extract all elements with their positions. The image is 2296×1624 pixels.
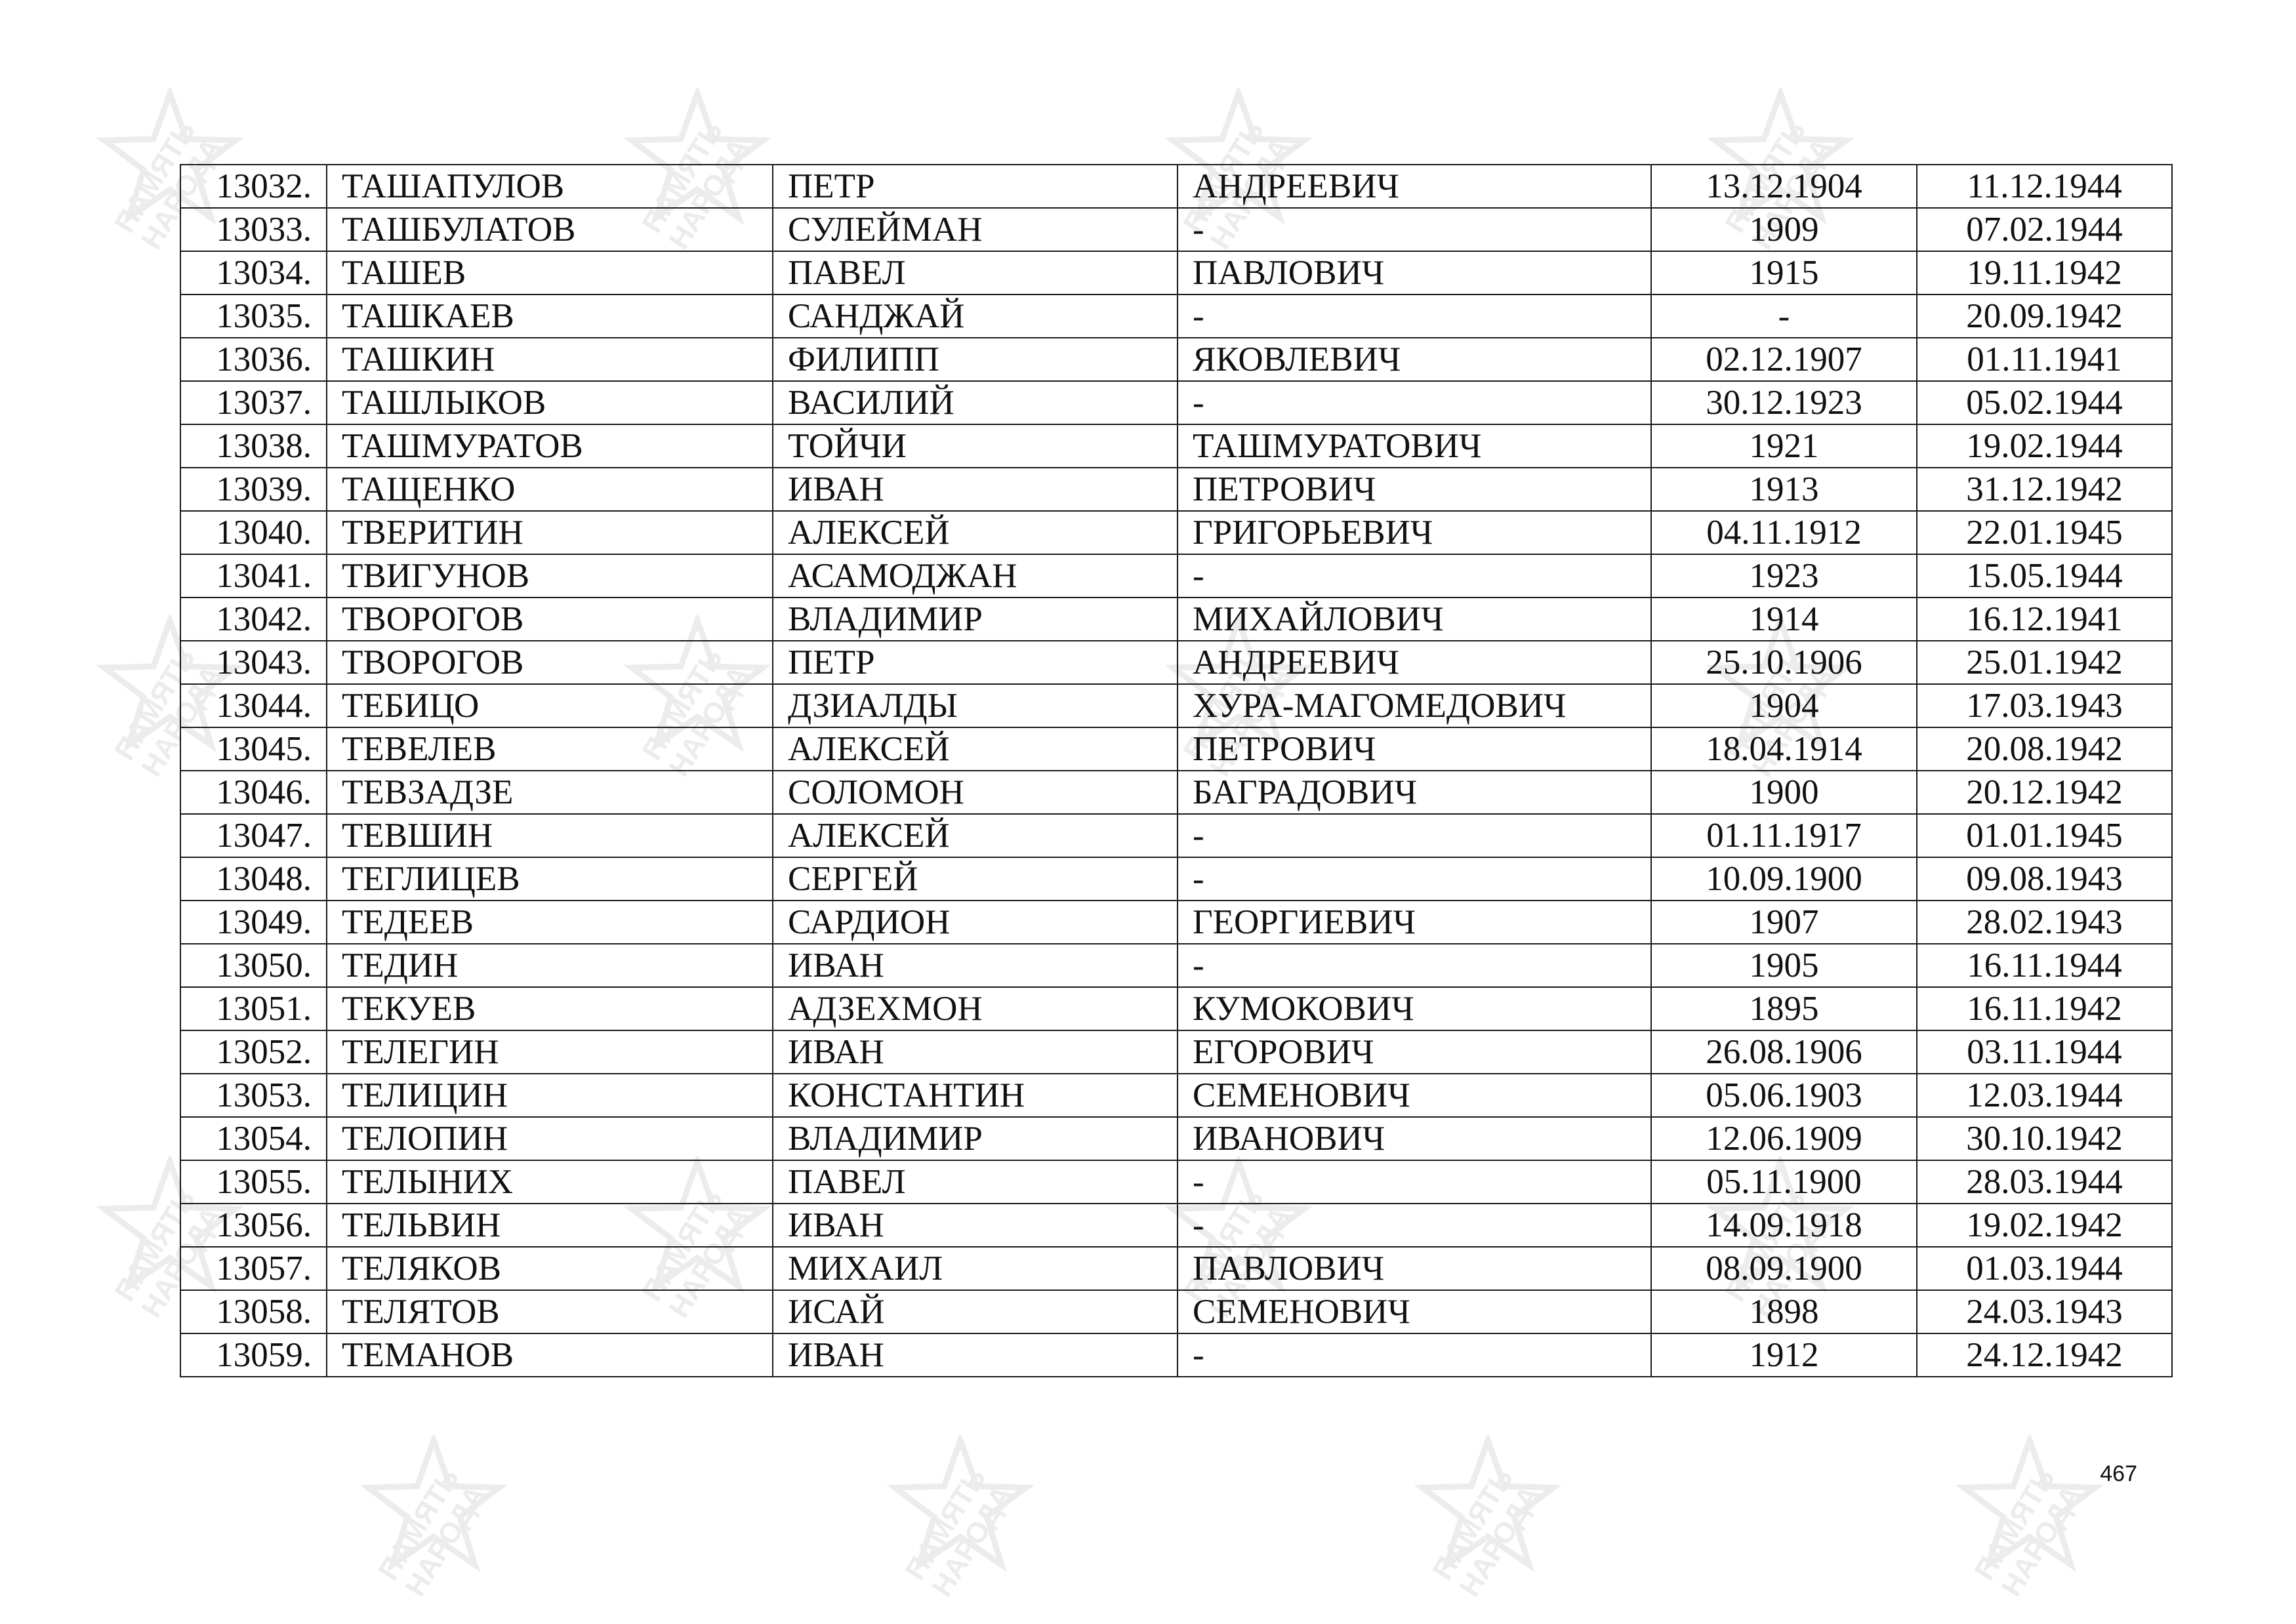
first-name-cell: МИХАИЛ [773,1247,1178,1290]
star-memory-watermark-icon [878,1435,1042,1599]
first-name-cell: ВАСИЛИЙ [773,381,1178,424]
patronymic-cell: ЕГОРОВИЧ [1178,1030,1651,1074]
table-row [180,424,2172,468]
table-row [180,1160,2172,1204]
records-table [180,164,2173,1377]
patronymic-cell: ПАВЛОВИЧ [1178,1247,1651,1290]
first-name-cell: ВЛАДИМИР [773,598,1178,641]
death-date-cell: 11.12.1944 [1917,165,2172,208]
first-name-cell: ПАВЕЛ [773,1160,1178,1204]
patronymic-cell: ГРИГОРЬЕВИЧ [1178,511,1651,554]
first-name-cell: САРДИОН [773,901,1178,944]
patronymic-cell: - [1178,381,1651,424]
record-number-cell: 13056. [180,1204,327,1247]
record-number-cell: 13050. [180,944,327,987]
record-number-cell: 13045. [180,727,327,771]
star-memory-watermark-icon [1948,1435,2112,1599]
patronymic-cell: - [1178,1333,1651,1377]
table-row [180,251,2172,294]
birth-date-cell: - [1651,294,1917,338]
surname-cell: ТЕБИЦО [327,684,773,727]
death-date-cell: 01.01.1945 [1917,814,2172,857]
death-date-cell: 31.12.1942 [1917,468,2172,511]
record-number-cell: 13035. [180,294,327,338]
table-row [180,1290,2172,1333]
death-date-cell: 24.12.1942 [1917,1333,2172,1377]
table-row [180,1117,2172,1160]
table-row [180,381,2172,424]
patronymic-cell: ПЕТРОВИЧ [1178,727,1651,771]
surname-cell: ТЕВЗАДЗЕ [327,771,773,814]
birth-date-cell: 1914 [1651,598,1917,641]
record-number-cell: 13058. [180,1290,327,1333]
patronymic-cell: - [1178,1160,1651,1204]
death-date-cell: 22.01.1945 [1917,511,2172,554]
first-name-cell: ИВАН [773,1333,1178,1377]
record-number-cell: 13039. [180,468,327,511]
surname-cell: ТАШБУЛАТОВ [327,208,773,251]
record-number-cell: 13033. [180,208,327,251]
death-date-cell: 20.12.1942 [1917,771,2172,814]
death-date-cell: 19.02.1944 [1917,424,2172,468]
surname-cell: ТЕДЕЕВ [327,901,773,944]
patronymic-cell: - [1178,554,1651,598]
death-date-cell: 17.03.1943 [1917,684,2172,727]
death-date-cell: 09.08.1943 [1917,857,2172,901]
first-name-cell: ИСАЙ [773,1290,1178,1333]
surname-cell: ТВИГУНОВ [327,554,773,598]
record-number-cell: 13049. [180,901,327,944]
death-date-cell: 19.11.1942 [1917,251,2172,294]
first-name-cell: ПЕТР [773,641,1178,684]
death-date-cell: 12.03.1944 [1917,1074,2172,1117]
table-row [180,598,2172,641]
patronymic-cell: ПЕТРОВИЧ [1178,468,1651,511]
first-name-cell: ПЕТР [773,165,1178,208]
surname-cell: ТАЩЕНКО [327,468,773,511]
death-date-cell: 16.11.1942 [1917,987,2172,1030]
birth-date-cell: 26.08.1906 [1651,1030,1917,1074]
table-row [180,641,2172,684]
patronymic-cell: ХУРА-МАГОМЕДОВИЧ [1178,684,1651,727]
surname-cell: ТЕЛЯКОВ [327,1247,773,1290]
birth-date-cell: 14.09.1918 [1651,1204,1917,1247]
first-name-cell: ДЗИАЛДЫ [773,684,1178,727]
record-number-cell: 13040. [180,511,327,554]
birth-date-cell: 13.12.1904 [1651,165,1917,208]
table-row [180,1247,2172,1290]
record-number-cell: 13047. [180,814,327,857]
table-row [180,554,2172,598]
surname-cell: ТЕГЛИЦЕВ [327,857,773,901]
birth-date-cell: 18.04.1914 [1651,727,1917,771]
patronymic-cell: ЯКОВЛЕВИЧ [1178,338,1651,381]
birth-date-cell: 1904 [1651,684,1917,727]
patronymic-cell: ПАВЛОВИЧ [1178,251,1651,294]
death-date-cell: 28.03.1944 [1917,1160,2172,1204]
birth-date-cell: 1923 [1651,554,1917,598]
birth-date-cell: 1895 [1651,987,1917,1030]
surname-cell: ТАШЛЫКОВ [327,381,773,424]
record-number-cell: 13043. [180,641,327,684]
surname-cell: ТЕКУЕВ [327,987,773,1030]
surname-cell: ТЕЛОПИН [327,1117,773,1160]
record-number-cell: 13041. [180,554,327,598]
birth-date-cell: 05.11.1900 [1651,1160,1917,1204]
birth-date-cell: 12.06.1909 [1651,1117,1917,1160]
surname-cell: ТЕЛЬВИН [327,1204,773,1247]
birth-date-cell: 08.09.1900 [1651,1247,1917,1290]
surname-cell: ТЕЛЫНИХ [327,1160,773,1204]
death-date-cell: 01.11.1941 [1917,338,2172,381]
surname-cell: ТАШКАЕВ [327,294,773,338]
surname-cell: ТАШЕВ [327,251,773,294]
record-number-cell: 13037. [180,381,327,424]
surname-cell: ТЕЛИЦИН [327,1074,773,1117]
table-row [180,1074,2172,1117]
surname-cell: ТВОРОГОВ [327,641,773,684]
table-row [180,1030,2172,1074]
patronymic-cell: БАГРАДОВИЧ [1178,771,1651,814]
patronymic-cell: СЕМЕНОВИЧ [1178,1074,1651,1117]
birth-date-cell: 1898 [1651,1290,1917,1333]
surname-cell: ТАШМУРАТОВ [327,424,773,468]
record-number-cell: 13051. [180,987,327,1030]
record-number-cell: 13059. [180,1333,327,1377]
record-number-cell: 13055. [180,1160,327,1204]
death-date-cell: 20.08.1942 [1917,727,2172,771]
star-memory-watermark-icon [352,1435,516,1599]
first-name-cell: СУЛЕЙМАН [773,208,1178,251]
first-name-cell: ВЛАДИМИР [773,1117,1178,1160]
first-name-cell: ТОЙЧИ [773,424,1178,468]
table-row [180,901,2172,944]
first-name-cell: ИВАН [773,1204,1178,1247]
record-number-cell: 13044. [180,684,327,727]
patronymic-cell: МИХАЙЛОВИЧ [1178,598,1651,641]
death-date-cell: 05.02.1944 [1917,381,2172,424]
record-number-cell: 13054. [180,1117,327,1160]
table-row [180,684,2172,727]
first-name-cell: АСАМОДЖАН [773,554,1178,598]
patronymic-cell: - [1178,814,1651,857]
first-name-cell: САНДЖАЙ [773,294,1178,338]
patronymic-cell: - [1178,857,1651,901]
birth-date-cell: 1905 [1651,944,1917,987]
record-number-cell: 13052. [180,1030,327,1074]
first-name-cell: АЛЕКСЕЙ [773,814,1178,857]
patronymic-cell: ТАШМУРАТОВИЧ [1178,424,1651,468]
birth-date-cell: 01.11.1917 [1651,814,1917,857]
table-row [180,727,2172,771]
first-name-cell: ФИЛИПП [773,338,1178,381]
birth-date-cell: 02.12.1907 [1651,338,1917,381]
birth-date-cell: 1900 [1651,771,1917,814]
record-number-cell: 13042. [180,598,327,641]
table-row [180,208,2172,251]
surname-cell: ТЕВШИН [327,814,773,857]
records-table-body [180,165,2172,1377]
record-number-cell: 13038. [180,424,327,468]
death-date-cell: 07.02.1944 [1917,208,2172,251]
patronymic-cell: ИВАНОВИЧ [1178,1117,1651,1160]
first-name-cell: ПАВЕЛ [773,251,1178,294]
death-date-cell: 16.11.1944 [1917,944,2172,987]
page-number: 467 [2100,1461,2137,1486]
birth-date-cell: 05.06.1903 [1651,1074,1917,1117]
birth-date-cell: 1913 [1651,468,1917,511]
birth-date-cell: 25.10.1906 [1651,641,1917,684]
birth-date-cell: 1907 [1651,901,1917,944]
patronymic-cell: АНДРЕЕВИЧ [1178,165,1651,208]
birth-date-cell: 1909 [1651,208,1917,251]
record-number-cell: 13057. [180,1247,327,1290]
table-row [180,944,2172,987]
record-number-cell: 13032. [180,165,327,208]
first-name-cell: КОНСТАНТИН [773,1074,1178,1117]
death-date-cell: 24.03.1943 [1917,1290,2172,1333]
birth-date-cell: 1915 [1651,251,1917,294]
patronymic-cell: СЕМЕНОВИЧ [1178,1290,1651,1333]
surname-cell: ТЕЛЯТОВ [327,1290,773,1333]
patronymic-cell: - [1178,208,1651,251]
table-row [180,468,2172,511]
patronymic-cell: КУМОКОВИЧ [1178,987,1651,1030]
table-row [180,857,2172,901]
first-name-cell: ИВАН [773,944,1178,987]
surname-cell: ТЕЛЕГИН [327,1030,773,1074]
surname-cell: ТЕДИН [327,944,773,987]
patronymic-cell: АНДРЕЕВИЧ [1178,641,1651,684]
table-row [180,987,2172,1030]
death-date-cell: 16.12.1941 [1917,598,2172,641]
birth-date-cell: 1921 [1651,424,1917,468]
first-name-cell: ИВАН [773,1030,1178,1074]
birth-date-cell: 04.11.1912 [1651,511,1917,554]
table-row [180,165,2172,208]
table-row [180,511,2172,554]
surname-cell: ТЕМАНОВ [327,1333,773,1377]
surname-cell: ТЕВЕЛЕВ [327,727,773,771]
death-date-cell: 28.02.1943 [1917,901,2172,944]
first-name-cell: СОЛОМОН [773,771,1178,814]
patronymic-cell: - [1178,1204,1651,1247]
table-row [180,338,2172,381]
surname-cell: ТАШАПУЛОВ [327,165,773,208]
table-row [180,771,2172,814]
surname-cell: ТВЕРИТИН [327,511,773,554]
death-date-cell: 15.05.1944 [1917,554,2172,598]
star-memory-watermark-icon [1406,1435,1570,1599]
table-row [180,1204,2172,1247]
record-number-cell: 13046. [180,771,327,814]
birth-date-cell: 30.12.1923 [1651,381,1917,424]
table-row [180,814,2172,857]
death-date-cell: 20.09.1942 [1917,294,2172,338]
death-date-cell: 25.01.1942 [1917,641,2172,684]
surname-cell: ТАШКИН [327,338,773,381]
first-name-cell: АДЗЕХМОН [773,987,1178,1030]
death-date-cell: 03.11.1944 [1917,1030,2172,1074]
death-date-cell: 19.02.1942 [1917,1204,2172,1247]
record-number-cell: 13036. [180,338,327,381]
record-number-cell: 13034. [180,251,327,294]
patronymic-cell: - [1178,944,1651,987]
first-name-cell: ИВАН [773,468,1178,511]
death-date-cell: 01.03.1944 [1917,1247,2172,1290]
birth-date-cell: 1912 [1651,1333,1917,1377]
patronymic-cell: ГЕОРГИЕВИЧ [1178,901,1651,944]
table-row [180,1333,2172,1377]
record-number-cell: 13053. [180,1074,327,1117]
record-number-cell: 13048. [180,857,327,901]
surname-cell: ТВОРОГОВ [327,598,773,641]
death-date-cell: 30.10.1942 [1917,1117,2172,1160]
first-name-cell: СЕРГЕЙ [773,857,1178,901]
patronymic-cell: - [1178,294,1651,338]
first-name-cell: АЛЕКСЕЙ [773,727,1178,771]
first-name-cell: АЛЕКСЕЙ [773,511,1178,554]
birth-date-cell: 10.09.1900 [1651,857,1917,901]
table-row [180,294,2172,338]
